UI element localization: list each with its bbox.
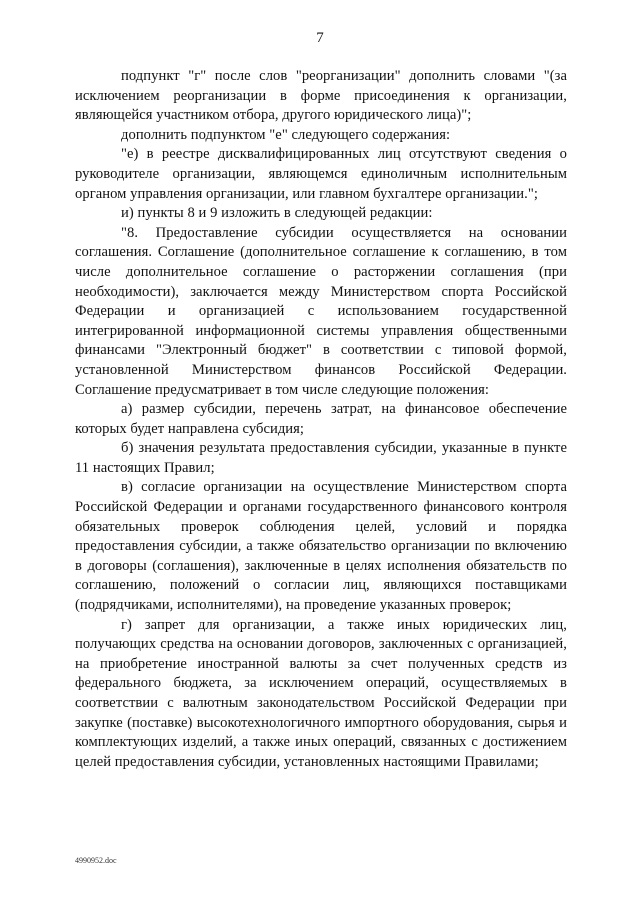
- paragraph-subclause-g-amendment: подпункт "г" после слов "реорганизации" дополнить словами "(за исключением реорганизации в форме присоединения к организации, являющейся участником отбора, другого юридического лица)";: [75, 68, 567, 124]
- paragraph-subclause-e-text: "е) в реестре дисквалифицированных лиц отсутствуют сведения о руководителе организации, являющемся единоличным исполнительным органом управления организации, или главном бухгалтере организации.";: [75, 146, 567, 202]
- paragraph-item-v: в) согласие организации на осуществление Министерством спорта Российской Федерации и органами государственного финансового контроля обязательных проверок соблюдения целей, условий и порядка предоставления субсидии, а также обязательство организации по включению в договоры (соглашения), заключенные в целях исполнения обязательств по соглашению, положений о согласии лиц, являющихся поставщиками (подрядчиками, исполнителями), на проведение указанных проверок;: [75, 479, 567, 614]
- document-body: [75, 67, 567, 772]
- document-file-code: 4990952.doc: [75, 856, 117, 865]
- paragraph-item-g: г) запрет для организации, а также иных юридических лиц, получающих средства на основании договоров, заключенных с организацией, на приобретение иностранной валюты за счет полученных средств из федерального бюджета, за исключением операций, осуществляемых в соответствии с валютным законодательством Российской Федерации при закупке (поставке) высокотехнологичного импортного оборудования, сырья и комплектующих изделий, а также иных операций, связанных с достижением целей предоставления субсидии, установленных настоящими Правилами;: [75, 616, 567, 770]
- paragraph-item-b: б) значения результата предоставления субсидии, указанные в пункте 11 настоящих Правил;: [75, 440, 567, 476]
- paragraph-item-a: а) размер субсидии, перечень затрат, на финансовое обеспечение которых будет направлена субсидия;: [75, 401, 567, 437]
- paragraph-item-8: "8. Предоставление субсидии осуществляется на основании соглашения. Соглашение (дополнительное соглашение к соглашению, в том числе дополнительное соглашение о расторжении соглашения (при необходимости), заключается между Министерством спорта Российской Федерации и организацией с использованием государственной интегрированной информационной системы управления общественными финансами "Электронный бюджет" в соответствии с типовой формой, установленной Министерством финансов Российской Федерации. Соглашение предусматривает в том числе следующие положения:: [75, 224, 567, 398]
- paragraph-add-subclause-e: дополнить подпунктом "е" следующего содержания:: [121, 126, 451, 143]
- page-number: 7: [316, 30, 324, 46]
- paragraph-clause-i: и) пункты 8 и 9 изложить в следующей редакции:: [121, 205, 433, 222]
